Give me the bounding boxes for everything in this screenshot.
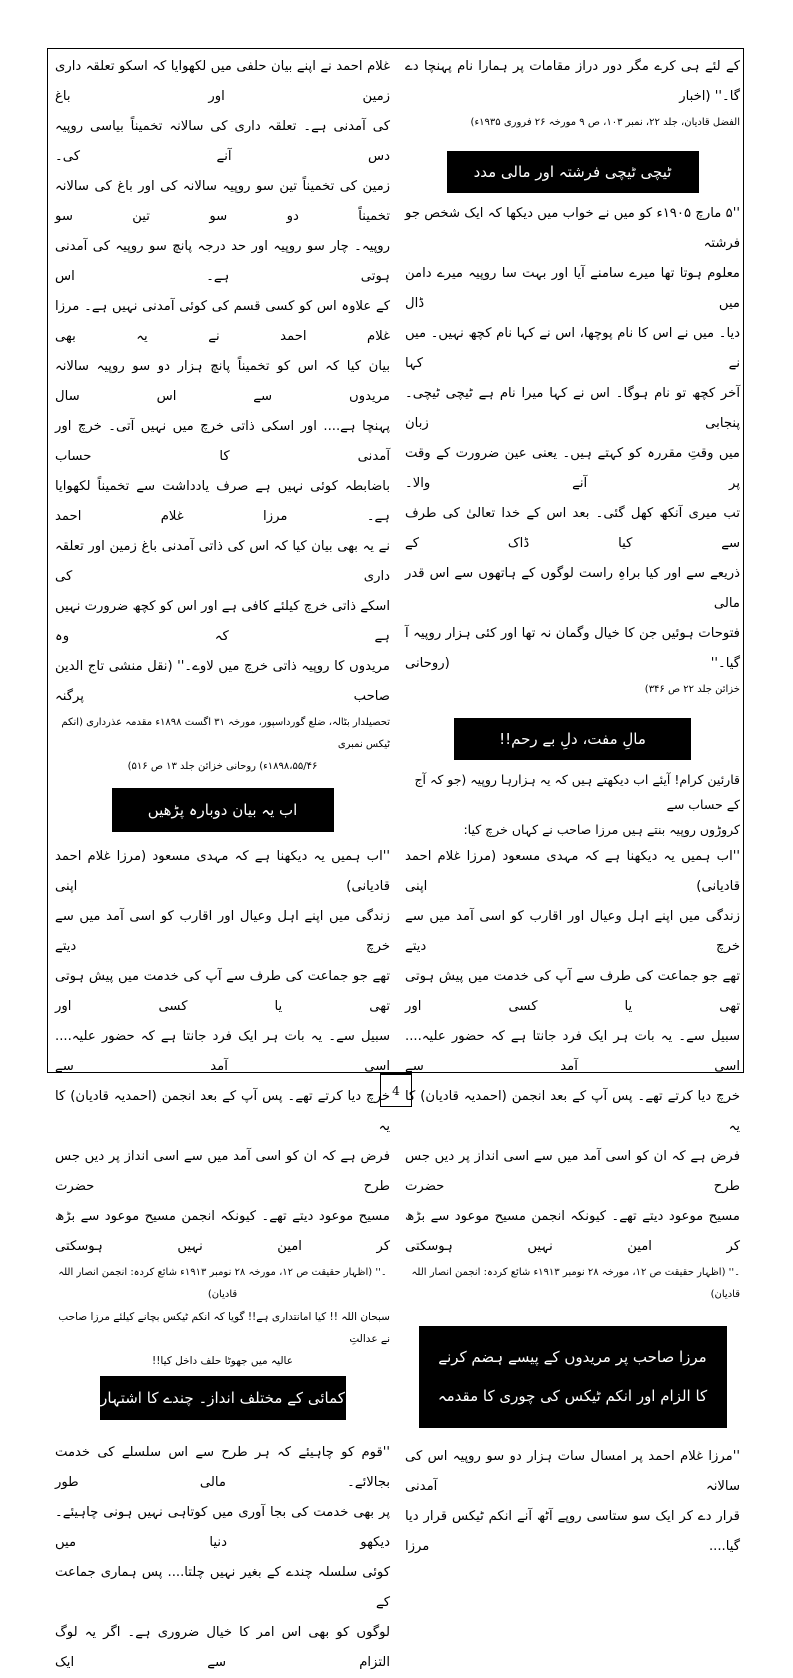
body-line: سبیل سے۔ یہ بات ہر ایک فرد جانتا ہے کہ حضور علیہ.... اسی آمد سے	[55, 1029, 390, 1074]
body-line: زمین کی تخمیناً تین سو روپیہ سالانہ کی اور باغ کی سالانہ تخمیناً دو سو تین سو	[55, 179, 390, 224]
right-column	[405, 52, 740, 1562]
body-line: ''۵ مارچ ۱۹۰۵ء کو میں نے خواب میں دیکھا کہ ایک شخص جو فرشتہ	[405, 206, 740, 251]
body-line: زندگی میں اپنے اہل وعیال اور اقارب کو اسی آمد میں سے خرچ دیتے	[405, 909, 740, 954]
body-reference: ۔'' (اظہار حقیقت ص ۱۲، مورخہ ۲۸ نومبر ۱۹۱۳ء شائع کردہ: انجمن انصار اللہ قادیان)	[411, 1267, 740, 1300]
quote-line: کے لئے ہی کرے مگر دور دراز مقامات پر ہمارا نام پہنچا دے گا۔'' (اخبار	[405, 59, 740, 104]
body-line: دیا۔ میں نے اس کا نام پوچھا، اس نے کہا نام کچھ نہیں۔ میں نے کہا	[405, 326, 740, 371]
body-line: معلوم ہوتا تھا میرے سامنے آیا اور بہت سا روپیہ میرے دامن میں ڈال	[405, 266, 740, 311]
section-body	[405, 199, 740, 701]
body-line: پہنچا ہے.... اور اسکی ذاتی خرچ میں نہیں آتی۔ خرچ اور آمدنی کا حساب	[55, 419, 390, 464]
heading-text: اب یہ بیان دوبارہ پڑھیں	[147, 800, 298, 819]
body-line: خرچ دیا کرتے تھے۔ پس آپ کے بعد انجمن (احمدیہ قادیان) کا یہ	[55, 1089, 390, 1134]
body-line: میں وقتِ مقررہ کو کہتے ہیں۔ یعنی عین ضرورت کے وقت پر آنے والا۔	[405, 446, 740, 491]
body-line: مسیح موعود دیتے تھے۔ کیونکہ انجمن مسیح موعود سے بڑھ کر امین نہیں ہوسکتی	[55, 1209, 390, 1254]
body-line: غلام احمد نے اپنے بیان حلفی میں لکھوایا کہ اسکو تعلقہ داری زمین اور باغ	[55, 59, 390, 104]
body-line: ''اب ہمیں یہ دیکھنا ہے کہ مہدی مسعود (مرزا غلام احمد قادیانی) اپنی	[405, 849, 740, 894]
body-line: بیان کیا کہ اس کو تخمیناً پانچ ہزار دو سو روپیہ سالانہ مریدوں سے اس سال	[55, 359, 390, 404]
body-reference: ۱۸۹۸،۵۵/۴۶ء) روحانی خزائن جلد ۱۳ ص ۵۱۶)	[127, 761, 318, 772]
body-line: لوگوں کو بھی اس امر کا خیال ضروری ہے۔ اگر یہ لوگ التزام سے ایک	[55, 1625, 390, 1670]
section-body	[55, 842, 390, 1372]
section-intro	[405, 767, 740, 842]
body-line: ''قوم کو چاہیئے کہ ہر طرح سے اس سلسلے کی خدمت بجالائے۔ مالی طور	[55, 1445, 390, 1490]
body-line: تھے جو جماعت کی طرف سے آپ کی خدمت میں پیش ہوتی تھی یا کسی اور	[55, 969, 390, 1014]
continuation-body	[55, 52, 390, 778]
body-line: نے یہ بھی بیان کیا کہ اس کی ذاتی آمدنی باغ زمین اور تعلقہ داری کی	[55, 539, 390, 584]
section-heading	[419, 1326, 727, 1428]
body-line: مسیح موعود دیتے تھے۔ کیونکہ انجمن مسیح موعود سے بڑھ کر امین نہیں ہوسکتی	[405, 1209, 740, 1254]
body-line: روپیہ۔ چار سو روپیہ اور حد درجہ پانچ سو روپیہ کی آمدنی ہوتی ہے۔ اس	[55, 239, 390, 284]
body-reference: خزائن جلد ۲۲ ص ۳۴۶)	[644, 684, 740, 695]
section-body	[405, 842, 740, 1306]
section-heading	[112, 788, 334, 832]
intro-line: قارئین کرام! آیئے اب دیکھتے ہیں کہ یہ ہزارہا روپیہ (جو کہ آج کے حساب سے	[414, 772, 740, 812]
body-line: فرض ہے کہ ان کو اسی آمد میں سے اسی انداز پر دیں جس طرح حضرت	[405, 1149, 740, 1194]
body-line: باضابطہ کوئی نہیں ہے صرف یادداشت سے تخمیناً لکھوایا ہے۔ مرزا غلام احمد	[55, 479, 390, 524]
intro-quote	[405, 52, 740, 134]
body-line: آخر کچھ تو نام ہوگا۔ اس نے کہا میرا نام ہے ٹیچی ٹیچی۔ پنجابی زبان	[405, 386, 740, 431]
section-body	[55, 1438, 390, 1678]
body-line: فرض ہے کہ ان کو اسی آمد میں سے اسی انداز پر دیں جس طرح حضرت	[55, 1149, 390, 1194]
body-reference: ۔'' (اظہار حقیقت ص ۱۲، مورخہ ۲۸ نومبر ۱۹۱۳ء شائع کردہ: انجمن انصار اللہ قادیان)	[58, 1267, 387, 1300]
quote-reference: الفضل قادیان، جلد ۲۲، نمبر ۱۰۳، ص ۹ مورخہ ۲۶ فروری ۱۹۳۵ء)	[470, 117, 740, 128]
comment-line: عالیہ میں جھوٹا حلف داخل کیا!!	[152, 1355, 293, 1367]
body-line: ''مرزا غلام احمد پر امسال سات ہزار دو سو روپیہ اس کی سالانہ آمدنی	[405, 1449, 740, 1494]
body-reference: تحصیلدار بٹالہ، ضلع گورداسپور، مورخہ ۳۱ اگست ۱۸۹۸ء مقدمہ عذرداری (انکم ٹیکس نمبری	[61, 717, 390, 750]
page-number	[380, 1073, 412, 1107]
body-line: قرار دے کر ایک سو ستاسی روپے آٹھ آنے انکم ٹیکس قرار دیا گیا.... مرزا	[405, 1509, 740, 1554]
section-heading	[454, 718, 691, 760]
section-heading	[447, 151, 699, 193]
comment-line: سبحان اللہ !! کیا امانتداری ہے!! گویا کہ انکم ٹیکس بچانے کیلئے مرزا صاحب نے عدالتِ	[58, 1311, 390, 1345]
body-line: اسکے ذاتی خرچ کیلئے کافی ہے اور اس کو کچھ ضرورت نہیں ہے کہ وہ	[55, 599, 390, 644]
body-line: فتوحات ہوئیں جن کا خیال وگمان نہ تھا اور کئی ہزار روپیہ آ گیا۔'' (روحانی	[405, 626, 740, 671]
heading-text: کمائی کے مختلف انداز۔ چندے کا اشتہار	[100, 1388, 345, 1407]
section-heading	[100, 1376, 346, 1420]
page-number-text: 4	[392, 1083, 400, 1098]
left-column	[55, 52, 390, 1678]
intro-line: کروڑوں روپیہ بنتے ہیں مرزا صاحب نے کہاں خرچ کیا:	[463, 822, 740, 837]
heading-text: مالِ مفت، دلِ بے رحم!!	[499, 729, 646, 748]
body-line: ''اب ہمیں یہ دیکھنا ہے کہ مہدی مسعود (مرزا غلام احمد قادیانی) اپنی	[55, 849, 390, 894]
body-line: کے علاوہ اس کو کسی قسم کی کوئی آمدنی نہیں ہے۔ مرزا غلام احمد نے یہ بھی	[55, 299, 390, 344]
body-line: ذریعے سے اور کیا براہِ راست لوگوں کے ہاتھوں سے اس قدر مالی	[405, 566, 740, 611]
body-line: سبیل سے۔ یہ بات ہر ایک فرد جانتا ہے کہ حضور علیہ.... اسی آمد سے	[405, 1029, 740, 1074]
body-line: تب میری آنکھ کھل گئی۔ بعد اس کے خدا تعالیٰ کی طرف سے کیا ڈاک کے	[405, 506, 740, 551]
body-line: پر بھی خدمت کی بجا آوری میں کوتاہی نہیں ہونی چاہیئے۔ دیکھو دنیا میں	[55, 1505, 390, 1550]
body-line: خرچ دیا کرتے تھے۔ پس آپ کے بعد انجمن (احمدیہ قادیان) کا یہ	[405, 1089, 740, 1134]
body-line: کی آمدنی ہے۔ تعلقہ داری کی سالانہ تخمیناً بیاسی روپیہ دس آنے کی۔	[55, 119, 390, 164]
body-line: کوئی سلسلہ چندے کے بغیر نہیں چلتا.... پس ہماری جماعت کے	[55, 1565, 390, 1610]
body-line: مریدوں کا روپیہ ذاتی خرچ میں لاوے۔'' (نقل منشی تاج الدین صاحب پرگنہ	[55, 659, 390, 704]
heading-text: کا الزام اور انکم ٹیکس کی چوری کا مقدمہ	[437, 1387, 708, 1405]
body-line: زندگی میں اپنے اہل وعیال اور اقارب کو اسی آمد میں سے خرچ دیتے	[55, 909, 390, 954]
heading-text: مرزا صاحب پر مریدوں کے پیسے ہضم کرنے	[438, 1348, 707, 1366]
body-line: تھے جو جماعت کی طرف سے آپ کی خدمت میں پیش ہوتی تھی یا کسی اور	[405, 969, 740, 1014]
section-body	[405, 1442, 740, 1562]
heading-text: ٹیچی ٹیچی فرشتہ اور مالی مدد	[473, 162, 672, 181]
